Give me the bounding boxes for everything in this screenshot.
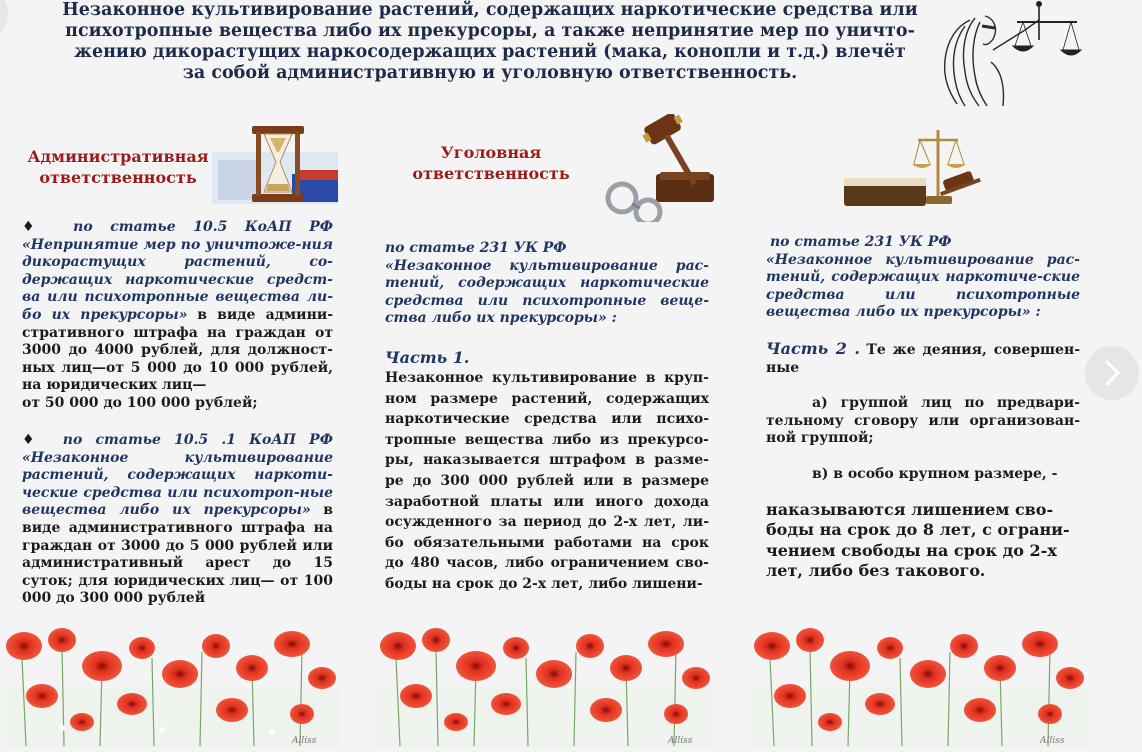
- admin-article-10-5-1: [22, 432, 333, 608]
- criminal-article-231-part2: [766, 234, 1080, 582]
- article-reference: по статье 231 УК РФ: [770, 234, 952, 250]
- poppy-flowers-image: [750, 618, 1088, 748]
- item-b: в) в особо крупном размере, -: [812, 465, 1058, 482]
- article-reference: по статье 10.5 .1 КоАП РФ: [62, 432, 333, 448]
- title-line: жению дикорастущих наркосодержащих растений (мака, конопли и т.д.) влечёт: [74, 42, 906, 62]
- article-penalty: в виде административного штрафа на граждан от 3000 до 5 000 рублей или административный арест до 15 суток; для юридических лиц— от 100 000 до 300 000 рублей: [22, 502, 333, 607]
- article-text: Незаконное культивирование в круп-ном размере растений, содержащих наркотические средства или психо-тропные вещества либо из прекурсо-ры, наказывается штрафом в разме-ре до 300 000 рублей или в размере заработной платы или иного дохода осужденного за период до 2-х лет, ли-бо обязательными работами на срок до 480 часов, либо ограничением сво-боды на срок до 2-х лет, либо лишени-: [385, 369, 709, 592]
- article-title: «Незаконное культивирование рас-тений, содержащих наркотиче-ские средства или психотропные вещества либо их прекурсоры» :: [766, 251, 1080, 321]
- part-heading: Часть 1.: [385, 347, 470, 367]
- scales-book-icon: [842, 124, 984, 214]
- page-title: [40, 0, 940, 84]
- prev-slide-button[interactable]: [0, 0, 8, 36]
- article-title: «Непринятие мер по уничтоже-ния дикорастущих растений, со-держащих наркотические средст-ва или психотропные вещества ли-бо их прекурсоры»: [22, 236, 333, 323]
- bullet-icon: ♦: [22, 432, 35, 448]
- article-penalty-legal: от 50 000 до 100 000 рублей;: [22, 394, 258, 411]
- criminal-liability-heading: Уголовная ответственность: [412, 143, 570, 183]
- gavel-handcuffs-icon: [598, 114, 720, 222]
- title-line: психотропные вещества либо их прекурсоры, а также непринятие мер по уничто-: [65, 21, 915, 41]
- themis-justice-icon: [935, 0, 1085, 108]
- title-line: Незаконное культивирование растений, содержащих наркотические средства или: [62, 0, 918, 20]
- poppy-flowers-image: [2, 618, 340, 748]
- title-line: за собой административную и уголовную ответственность.: [182, 63, 798, 83]
- article-penalty: в виде админи-стративного штрафа на граждан от 3000 до 4000 рублей, для должност-ных лиц—от 5 000 до 10 000 рублей, на юридических лиц—: [22, 306, 334, 394]
- artist-signature: Alliss: [668, 736, 693, 746]
- artist-signature: Alliss: [292, 736, 317, 746]
- administrative-liability-heading: Административная ответственность: [27, 147, 209, 187]
- article-reference: по статье 10.5 КоАП РФ: [73, 219, 333, 235]
- bullet-icon: ♦: [22, 219, 35, 235]
- article-reference: по статье 231 УК РФ: [385, 240, 567, 256]
- part-text: Те же деяния, совершен-ные: [766, 341, 1081, 376]
- article-title: «Незаконное культивирование рас-тений, содержащих наркотические средства или психотропные веще-ства либо их прекурсоры» :: [385, 257, 709, 327]
- criminal-article-231-part1: [385, 240, 709, 595]
- artist-signature: Alliss: [1040, 736, 1065, 746]
- admin-article-10-5: [22, 219, 333, 413]
- chevron-right-icon: [1102, 358, 1122, 388]
- poppy-flowers-image: [376, 618, 714, 748]
- item-a: а) группой лиц по предвари-тельному сговору или организован-ной группой;: [766, 395, 1080, 447]
- part-heading: Часть 2 .: [766, 338, 860, 358]
- article-title: «Незаконное культивирование растений, содержащих наркоти-ческие средства или психотроп-ные вещества либо их прекурсоры»: [22, 449, 333, 519]
- next-slide-button[interactable]: [1085, 346, 1139, 400]
- hourglass-icon: [212, 124, 338, 204]
- penalty-text: наказываются лишением сво-боды на срок до 8 лет, с ограни-чением свободы на срок до 2-х лет, либо без таковогo.: [766, 499, 1070, 581]
